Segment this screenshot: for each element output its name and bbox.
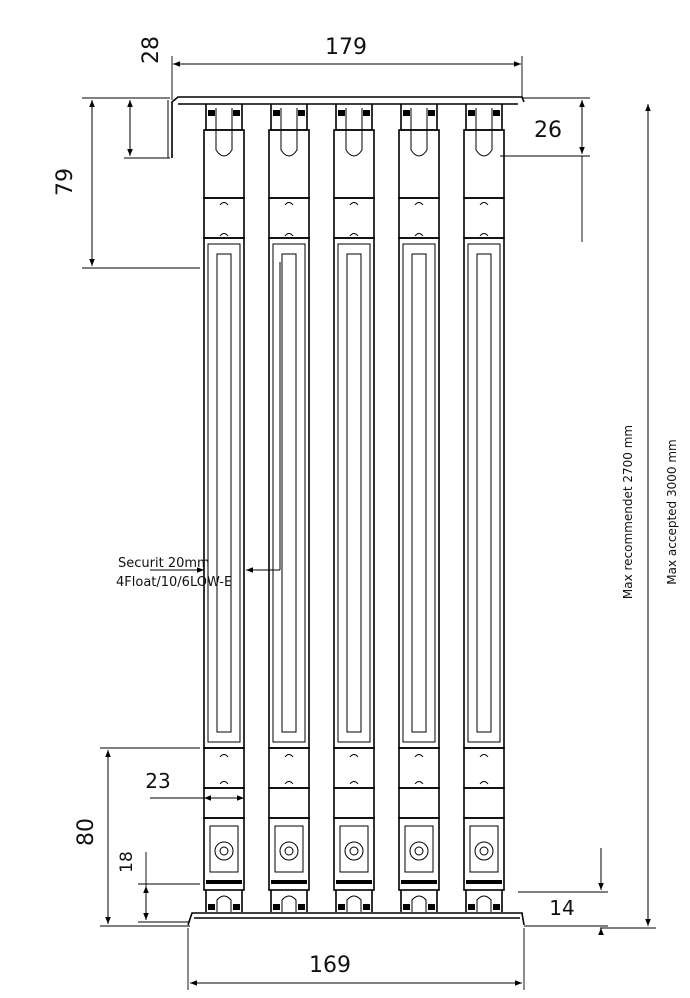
dimension-bottom-height	[74, 748, 200, 926]
dim-top-offset-label: 28	[139, 36, 164, 64]
max-accepted-label: Max accepted 3000 mm	[665, 439, 679, 585]
dimension-profile-width	[145, 769, 244, 798]
dimension-bottom-offset	[117, 851, 200, 922]
bottom-track	[188, 913, 524, 925]
dim-top-height-label: 79	[53, 168, 78, 196]
sliding-panel	[464, 104, 504, 912]
glass-spec-line2: 4Float/10/6LOW-E	[116, 575, 233, 590]
max-recommended-label: Max recommendet 2700 mm	[621, 424, 635, 600]
sliding-panel	[204, 104, 244, 912]
dim-top-width-label: 179	[325, 35, 367, 60]
dimension-top-width	[172, 35, 522, 100]
dimension-overall-height	[600, 104, 679, 928]
dim-bottom-width-label: 169	[309, 953, 351, 978]
dim-bottom-height-label: 80	[74, 818, 99, 846]
dim-bottom-offset-label: 18	[117, 851, 137, 873]
sliding-panels	[204, 104, 504, 912]
sliding-panel	[269, 104, 309, 912]
glass-spec-line1: Securit 20mm	[118, 556, 210, 571]
dimension-bottom-rail	[518, 848, 608, 934]
dim-profile-width-label: 23	[145, 769, 171, 793]
dimension-top-offset	[124, 36, 170, 158]
dim-top-inner-label: 26	[534, 118, 562, 143]
sliding-panel	[399, 104, 439, 912]
sliding-panel	[334, 104, 374, 912]
dim-bottom-rail-label: 14	[549, 896, 575, 920]
dimension-top-height	[53, 98, 200, 268]
glass-annotation	[116, 262, 280, 590]
dimension-top-inner	[500, 98, 590, 242]
dimension-bottom-width	[188, 928, 524, 990]
